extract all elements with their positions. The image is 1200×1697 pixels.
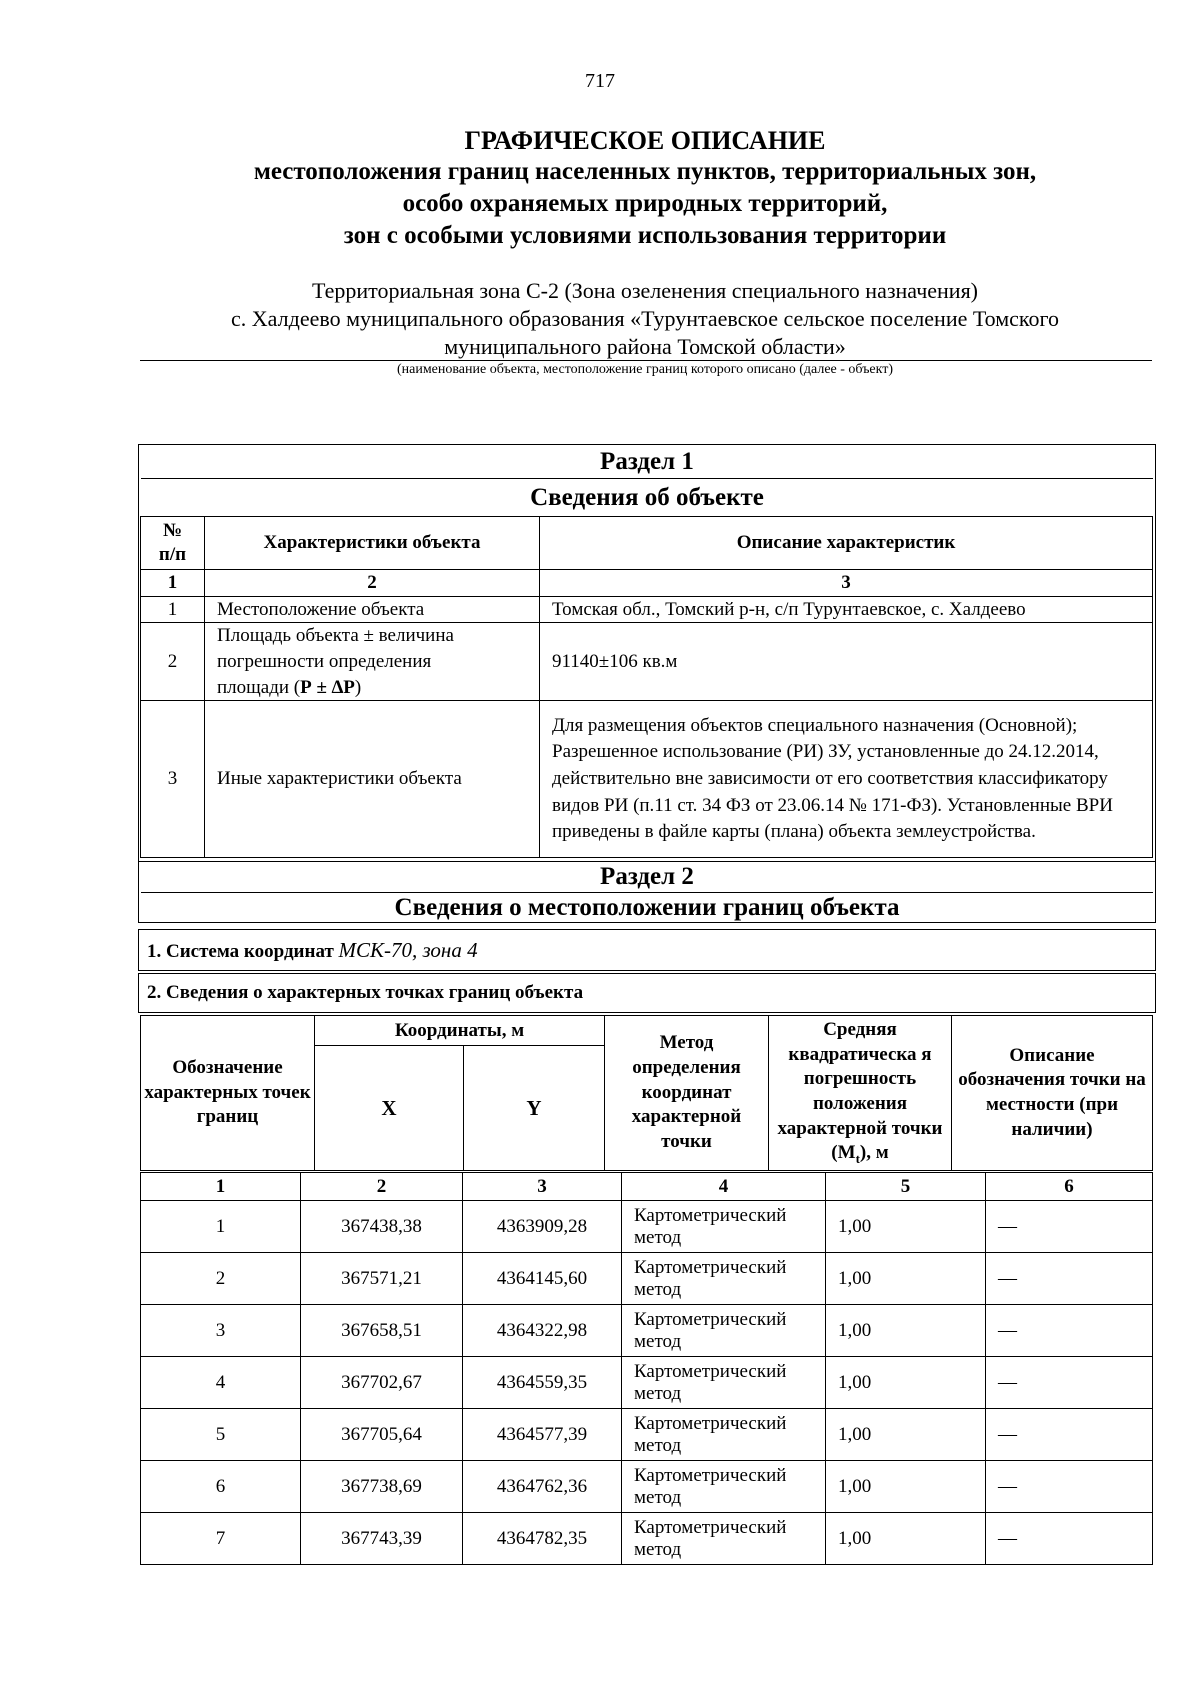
object-name-line-1: Территориальная зона С-2 (Зона озеленения специального назначения) <box>311 278 979 303</box>
col-number-5: 5 <box>826 1173 986 1201</box>
coordinate-system-value: МСК-70, зона 4 <box>338 938 478 962</box>
area-label-suffix: ) <box>354 676 362 698</box>
col-number-6: 6 <box>986 1173 1153 1201</box>
area-label-prefix: площади ( <box>217 676 301 698</box>
point-number: 3 <box>141 1305 301 1357</box>
points-header-row-1 <box>141 1016 1153 1046</box>
row-characteristic <box>205 623 540 701</box>
table-row <box>141 1253 1153 1305</box>
table-row <box>141 1305 1153 1357</box>
area-label-line-3 <box>217 675 539 701</box>
point-number: 7 <box>141 1513 301 1565</box>
header-method: Метод определения координат характерной точки <box>605 1016 769 1171</box>
object-name-line-3: муниципального района Томской области» <box>444 334 846 359</box>
point-description: — <box>986 1461 1153 1513</box>
coordinate-system-frame <box>138 929 1156 971</box>
header-y: Y <box>464 1046 605 1171</box>
col-number-2: 2 <box>205 570 540 597</box>
col-number-3: 3 <box>463 1173 622 1201</box>
point-method: Картометрический метод <box>622 1461 826 1513</box>
col-number-2: 2 <box>301 1173 463 1201</box>
point-y: 4364322,98 <box>463 1305 622 1357</box>
point-number: 4 <box>141 1357 301 1409</box>
object-info-header-row <box>141 517 1153 570</box>
row-number: 1 <box>141 596 205 623</box>
point-description: — <box>986 1513 1153 1565</box>
document-subtitle-line-1: местоположения границ населенных пунктов, территориальных зон, <box>253 158 1037 185</box>
header-error <box>769 1016 952 1171</box>
point-description: — <box>986 1357 1153 1409</box>
point-number: 1 <box>141 1201 301 1253</box>
point-error: 1,00 <box>826 1305 986 1357</box>
header-designation: Обозначение характерных точек границ <box>141 1016 315 1171</box>
point-error: 1,00 <box>826 1357 986 1409</box>
table-row <box>141 1357 1153 1409</box>
table-row <box>141 596 1153 623</box>
object-name-caption: (наименование объекта, местоположение границ которого описано (далее - объект) <box>396 362 894 377</box>
col-number-1: 1 <box>141 1173 301 1201</box>
header-characteristics: Характеристики объекта <box>205 517 540 570</box>
page-number: 717 <box>585 70 615 92</box>
document-title: ГРАФИЧЕСКОЕ ОПИСАНИЕ <box>464 126 826 155</box>
header-point-description: Описание обозначения точки на местности (при наличии) <box>952 1016 1153 1171</box>
point-method: Картометрический метод <box>622 1201 826 1253</box>
points-colnum-row <box>141 1173 1153 1201</box>
table-row <box>141 623 1153 701</box>
header-x: X <box>315 1046 464 1171</box>
table-row <box>141 1409 1153 1461</box>
point-method: Картометрический метод <box>622 1253 826 1305</box>
area-label-line-1: Площадь объекта ± величина <box>217 625 454 647</box>
point-description: — <box>986 1253 1153 1305</box>
row-characteristic: Местоположение объекта <box>205 596 540 623</box>
point-description: — <box>986 1305 1153 1357</box>
point-error: 1,00 <box>826 1461 986 1513</box>
row-description: 91140±106 кв.м <box>540 623 1153 701</box>
point-x: 367438,38 <box>301 1201 463 1253</box>
point-number: 2 <box>141 1253 301 1305</box>
coordinate-system-line <box>147 930 478 970</box>
point-y: 4364145,60 <box>463 1253 622 1305</box>
point-x: 367702,67 <box>301 1357 463 1409</box>
point-number: 5 <box>141 1409 301 1461</box>
point-y: 4364577,39 <box>463 1409 622 1461</box>
point-method: Картометрический метод <box>622 1305 826 1357</box>
table-row <box>141 1513 1153 1565</box>
header-error-subscript: t <box>855 1151 860 1167</box>
point-y: 4364559,35 <box>463 1357 622 1409</box>
point-number: 6 <box>141 1461 301 1513</box>
section-2-title: Раздел 2 <box>141 862 1153 893</box>
points-header-table <box>140 1015 1153 1171</box>
document-subtitle-line-3: зон с особыми условиями использования территории <box>343 222 947 249</box>
point-y: 4363909,28 <box>463 1201 622 1253</box>
header-number: № п/п <box>141 517 205 570</box>
object-name-line-2: с. Халдеево муниципального образования «Турунтаевское сельское поселение Томского <box>231 306 1059 331</box>
section-2-frame <box>138 861 1156 923</box>
row-description: Томская обл., Томский р-н, с/п Турунтаевское, с. Халдеево <box>540 596 1153 623</box>
points-table <box>140 1172 1153 1565</box>
point-description: — <box>986 1201 1153 1253</box>
col-number-4: 4 <box>622 1173 826 1201</box>
point-y: 4364762,36 <box>463 1461 622 1513</box>
header-coordinates: Координаты, м <box>315 1016 605 1046</box>
points-title-frame <box>138 973 1156 1013</box>
table-row <box>141 1461 1153 1513</box>
row-description: Для размещения объектов специального назначения (Основной); Разрешенное использование (РИ) ЗУ, установленные до 24.12.2014, действительно вне зависимости от его соответствия классификатору видов РИ (п.11 ст. 34 ФЗ от 23.06.14 № 171-ФЗ). Установленные ВРИ приведены в файле карты (плана) объекта землеустройства. <box>540 701 1153 858</box>
point-error: 1,00 <box>826 1253 986 1305</box>
object-info-colnum-row <box>141 570 1153 597</box>
point-x: 367658,51 <box>301 1305 463 1357</box>
row-characteristic: Иные характеристики объекта <box>205 701 540 858</box>
section-2-subtitle: Сведения о местоположении границ объекта <box>394 894 900 921</box>
point-x: 367571,21 <box>301 1253 463 1305</box>
object-info-table <box>140 516 1153 858</box>
col-number-3: 3 <box>540 570 1153 597</box>
section-1-title: Раздел 1 <box>141 445 1153 479</box>
table-row <box>141 701 1153 858</box>
row-number: 3 <box>141 701 205 858</box>
point-error: 1,00 <box>826 1201 986 1253</box>
point-y: 4364782,35 <box>463 1513 622 1565</box>
point-x: 367705,64 <box>301 1409 463 1461</box>
point-method: Картометрический метод <box>622 1409 826 1461</box>
point-method: Картометрический метод <box>622 1513 826 1565</box>
header-error-unit: ), м <box>859 1142 889 1164</box>
col-number-1: 1 <box>141 570 205 597</box>
point-x: 367743,39 <box>301 1513 463 1565</box>
point-error: 1,00 <box>826 1409 986 1461</box>
object-name-underline <box>140 360 1152 361</box>
section-1-subtitle: Сведения об объекте <box>530 484 764 511</box>
point-method: Картометрический метод <box>622 1357 826 1409</box>
area-label-line-2: погрешности определения <box>217 650 432 672</box>
document-subtitle-line-2: особо охраняемых природных территорий, <box>402 190 888 217</box>
header-description: Описание характеристик <box>540 517 1153 570</box>
area-label-formula: Р ± ∆Р <box>300 676 355 698</box>
header-error-text: Средняя квадратическа я погрешность положения характерной точки (М <box>777 1019 943 1164</box>
points-title: 2. Сведения о характерных точках границ объекта <box>147 982 584 1003</box>
row-number: 2 <box>141 623 205 701</box>
point-error: 1,00 <box>826 1513 986 1565</box>
table-row <box>141 1201 1153 1253</box>
point-x: 367738,69 <box>301 1461 463 1513</box>
point-description: — <box>986 1409 1153 1461</box>
coordinate-system-label: 1. Система координат <box>147 941 334 962</box>
